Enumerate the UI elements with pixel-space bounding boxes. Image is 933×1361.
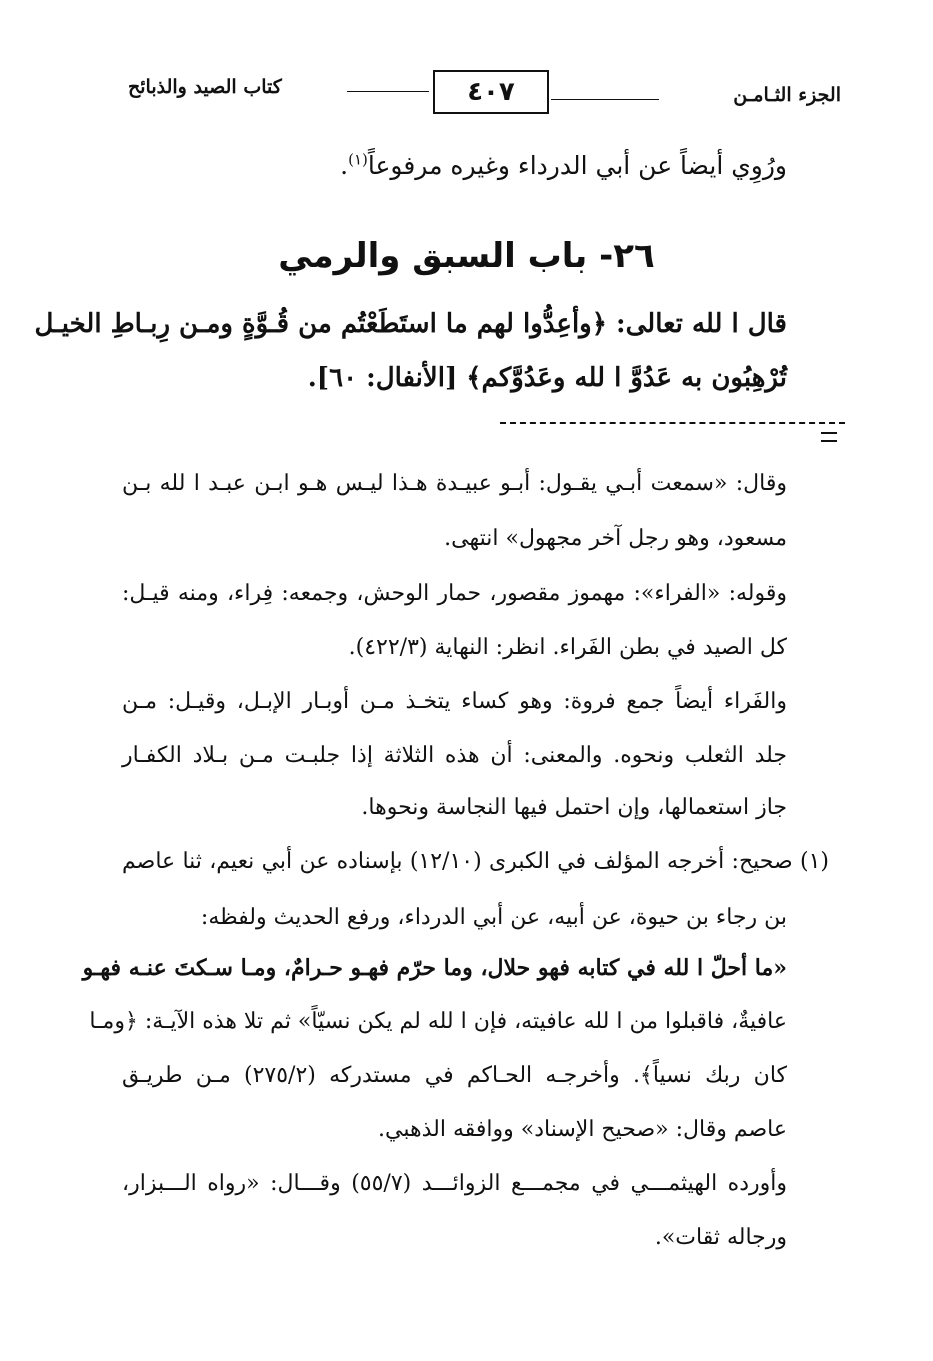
footnote-line: بن رجاء بن حيوة، عن أبيه، عن أبي الدرداء، ورفع الحديث ولفظه: [200, 905, 787, 930]
footnote-line: ورجاله ثقات». [654, 1225, 787, 1250]
quran-verse-line-2: تُرْهِبُون به عَدُوَّ ا لله وعَدُوَّكم﴾ [الأنفال: ٦٠]. [307, 363, 787, 393]
header-rule [551, 99, 659, 100]
footnote-line: عافيةٌ، فاقبلوا من ا لله عافيته، فإن ا لله لم يكن نسيّاً» ثم تلا هذه الآيـة: ﴿ومـا [89, 1009, 787, 1034]
note-line: كل الصيد في بطن الفَراء. انظر: النهاية (٤٢٢/٣). [348, 635, 787, 660]
header-rule [347, 91, 429, 92]
footnote-marker: (١) [799, 849, 829, 874]
running-header [128, 70, 841, 116]
footnote-line: وأورده الهيثمـــي في مجمـــع الزوائـــد (٥٥/٧) وقـــال: «رواه الـــبزار، [122, 1171, 787, 1196]
header-part-label: الجزء الثـامـن [733, 84, 841, 106]
note-line: جاز استعمالها، وإن احتمل فيها النجاسة ونحوها. [361, 795, 787, 820]
footnote-line: عاصم وقال: «صحيح الإسناد» ووافقه الذهبي. [378, 1117, 787, 1142]
separator-mark [821, 432, 837, 442]
header-book-title: كتاب الصيد والذبائح [128, 76, 282, 98]
dashed-separator [500, 422, 845, 424]
note-line: والفَراء أيضاً جمع فروة: وهو كساء يتخـذ مـن أوبـار الإبـل، وقيـل: مـن [122, 689, 787, 714]
note-line: مسعود، وهو رجل آخر مجهول» انتهى. [444, 526, 787, 551]
note-line: وقوله: «الفراء»: مهموز مقصور، حمار الوحش، وجمعه: فِراء، ومنه قيـل: [122, 581, 787, 606]
page-number-box: ٤٠٧ [433, 70, 549, 114]
quran-verse-line-1: قال ا لله تعالى: ﴿وأعِدُّوا لهم ما استَطَعْتُم من قُـوَّةٍ ومـن رِبـاطِ الخيـل [34, 309, 787, 339]
footnote-text: صحيح: أخرجه المؤلف في الكبرى (١٢/١٠) بإسناده عن أبي نعيم، ثنا عاصم [122, 849, 793, 874]
intro-text: ورُوِي أيضاً عن أبي الدرداء وغيره مرفوعاً [367, 151, 787, 180]
chapter-title: ٢٦- باب السبق والرمي [278, 236, 655, 276]
note-line: جلد الثعلب ونحوه. والمعنى: أن هذه الثلاثة إذا جلبـت مـن بـلاد الكفـار [122, 743, 787, 768]
footnote-ref: (١) [348, 150, 368, 169]
note-line: وقال: «سمعت أبـي يقـول: أبـو عبيـدة هـذا ليـس هـو ابـن عبـد ا لله بـن [122, 471, 787, 496]
intro-line: ورُوِي أيضاً عن أبي الدرداء وغيره مرفوعاً$^{(١)}$. [340, 150, 787, 180]
footnote-line: «ما أحلّ ا لله في كتابه فهو حلال، وما حرّم فهـو حـرامٌ، ومـا سـكتَ عنـه فهـو [82, 955, 787, 981]
footnote-line: كان ربك نسياً﴾. وأخرجـه الحـاكم في مستدركه (٢٧٥/٢) مـن طريـق [122, 1063, 787, 1088]
footnote-line [122, 846, 829, 878]
